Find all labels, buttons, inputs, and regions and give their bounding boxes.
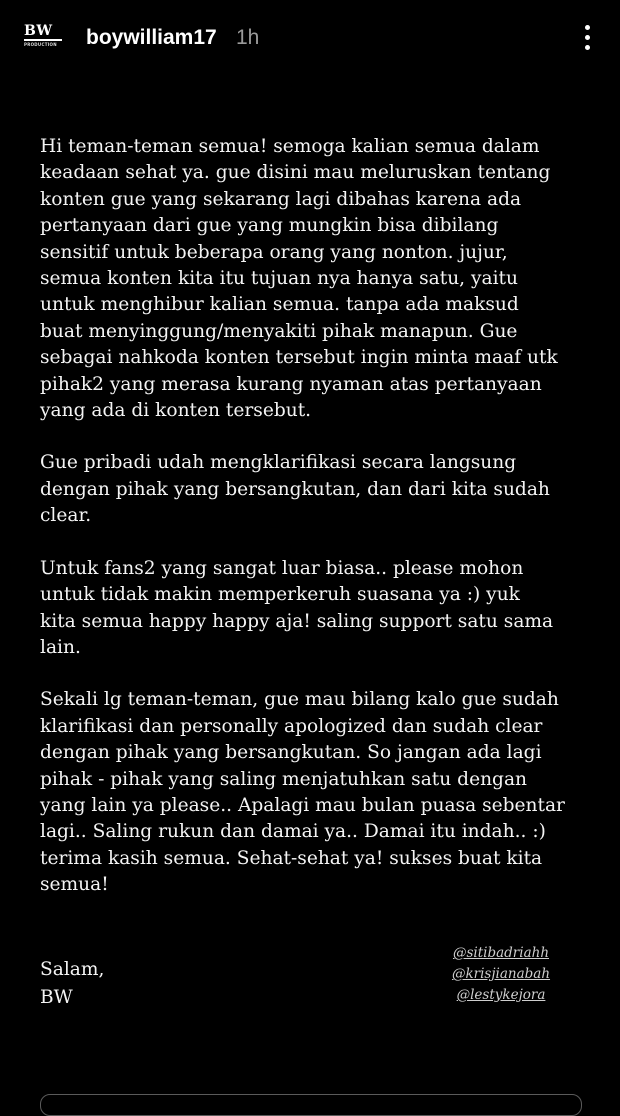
story-text-content (40, 134, 600, 925)
mention-lestykejora[interactable]: @lestykejora (456, 987, 546, 1003)
story-timestamp: 1h (236, 26, 260, 49)
paragraph-apology: Hi teman-teman semua! semoga kalian semua dalam keadaan sehat ya. gue disini mau meluruskan tentang konten gue yang sekarang lagi dibahas karena ada pertanyaan dari gue yang mungkin bisa dibilang sensitif untuk beberapa orang yang nonton. jujur, semua konten kita itu tujuan nya hanya satu, yaitu untuk menghibur kalian semua. tanpa ada maksud buat menyinggung/menyakiti pihak manapun. Gue sebagai nahkoda konten tersebut ingin minta maaf utk pihak2 yang merasa kurang nyaman atas pertanyaan yang ada di konten tersebut. (40, 136, 558, 422)
logo-underline (24, 39, 62, 41)
mention-stickers (446, 943, 556, 1006)
story-username[interactable]: boywilliam17 (86, 26, 217, 49)
logo-text: BW (24, 23, 53, 39)
more-vertical-icon-dot (585, 35, 590, 40)
bw-logo-icon[interactable] (24, 24, 66, 50)
paragraph-closing: Sekali lg teman-teman, gue mau bilang kalo gue sudah klarifikasi dan personally apologized dan sudah clear dengan pihak yang bersangkutan. So jangan ada lagi pihak - pihak yang saling menjatuhkan satu dengan yang lain ya please.. Apalagi mau bulan puasa sebentar lagi.. Saling rukun dan damai ya.. Damai itu indah.. :) terima kasih semua. Sehat-sehat ya! sukses buat kita semua! (40, 689, 565, 896)
paragraph-fans: Untuk fans2 yang sangat luar biasa.. please mohon untuk tidak makin memperkeruh suasana ya :) yuk kita semua happy happy aja! saling support satu sama lain. (40, 557, 554, 658)
mention-krisjianabah[interactable]: @krisjianabah (451, 966, 551, 982)
more-vertical-icon-dot (585, 45, 590, 50)
more-options-button[interactable] (578, 22, 598, 54)
signoff: Salam, BW (40, 959, 105, 1008)
logo-subtext: PRODUCTION (24, 42, 57, 47)
more-vertical-icon (585, 25, 590, 30)
paragraph-clarification: Gue pribadi udah mengklarifikasi secara langsung dengan pihak yang bersangkutan, dan dari kita sudah clear. (40, 452, 550, 527)
reply-input-bar[interactable] (40, 1094, 582, 1116)
story-header (0, 0, 620, 80)
mention-sitibadriahh[interactable]: @sitibadriahh (452, 945, 550, 961)
